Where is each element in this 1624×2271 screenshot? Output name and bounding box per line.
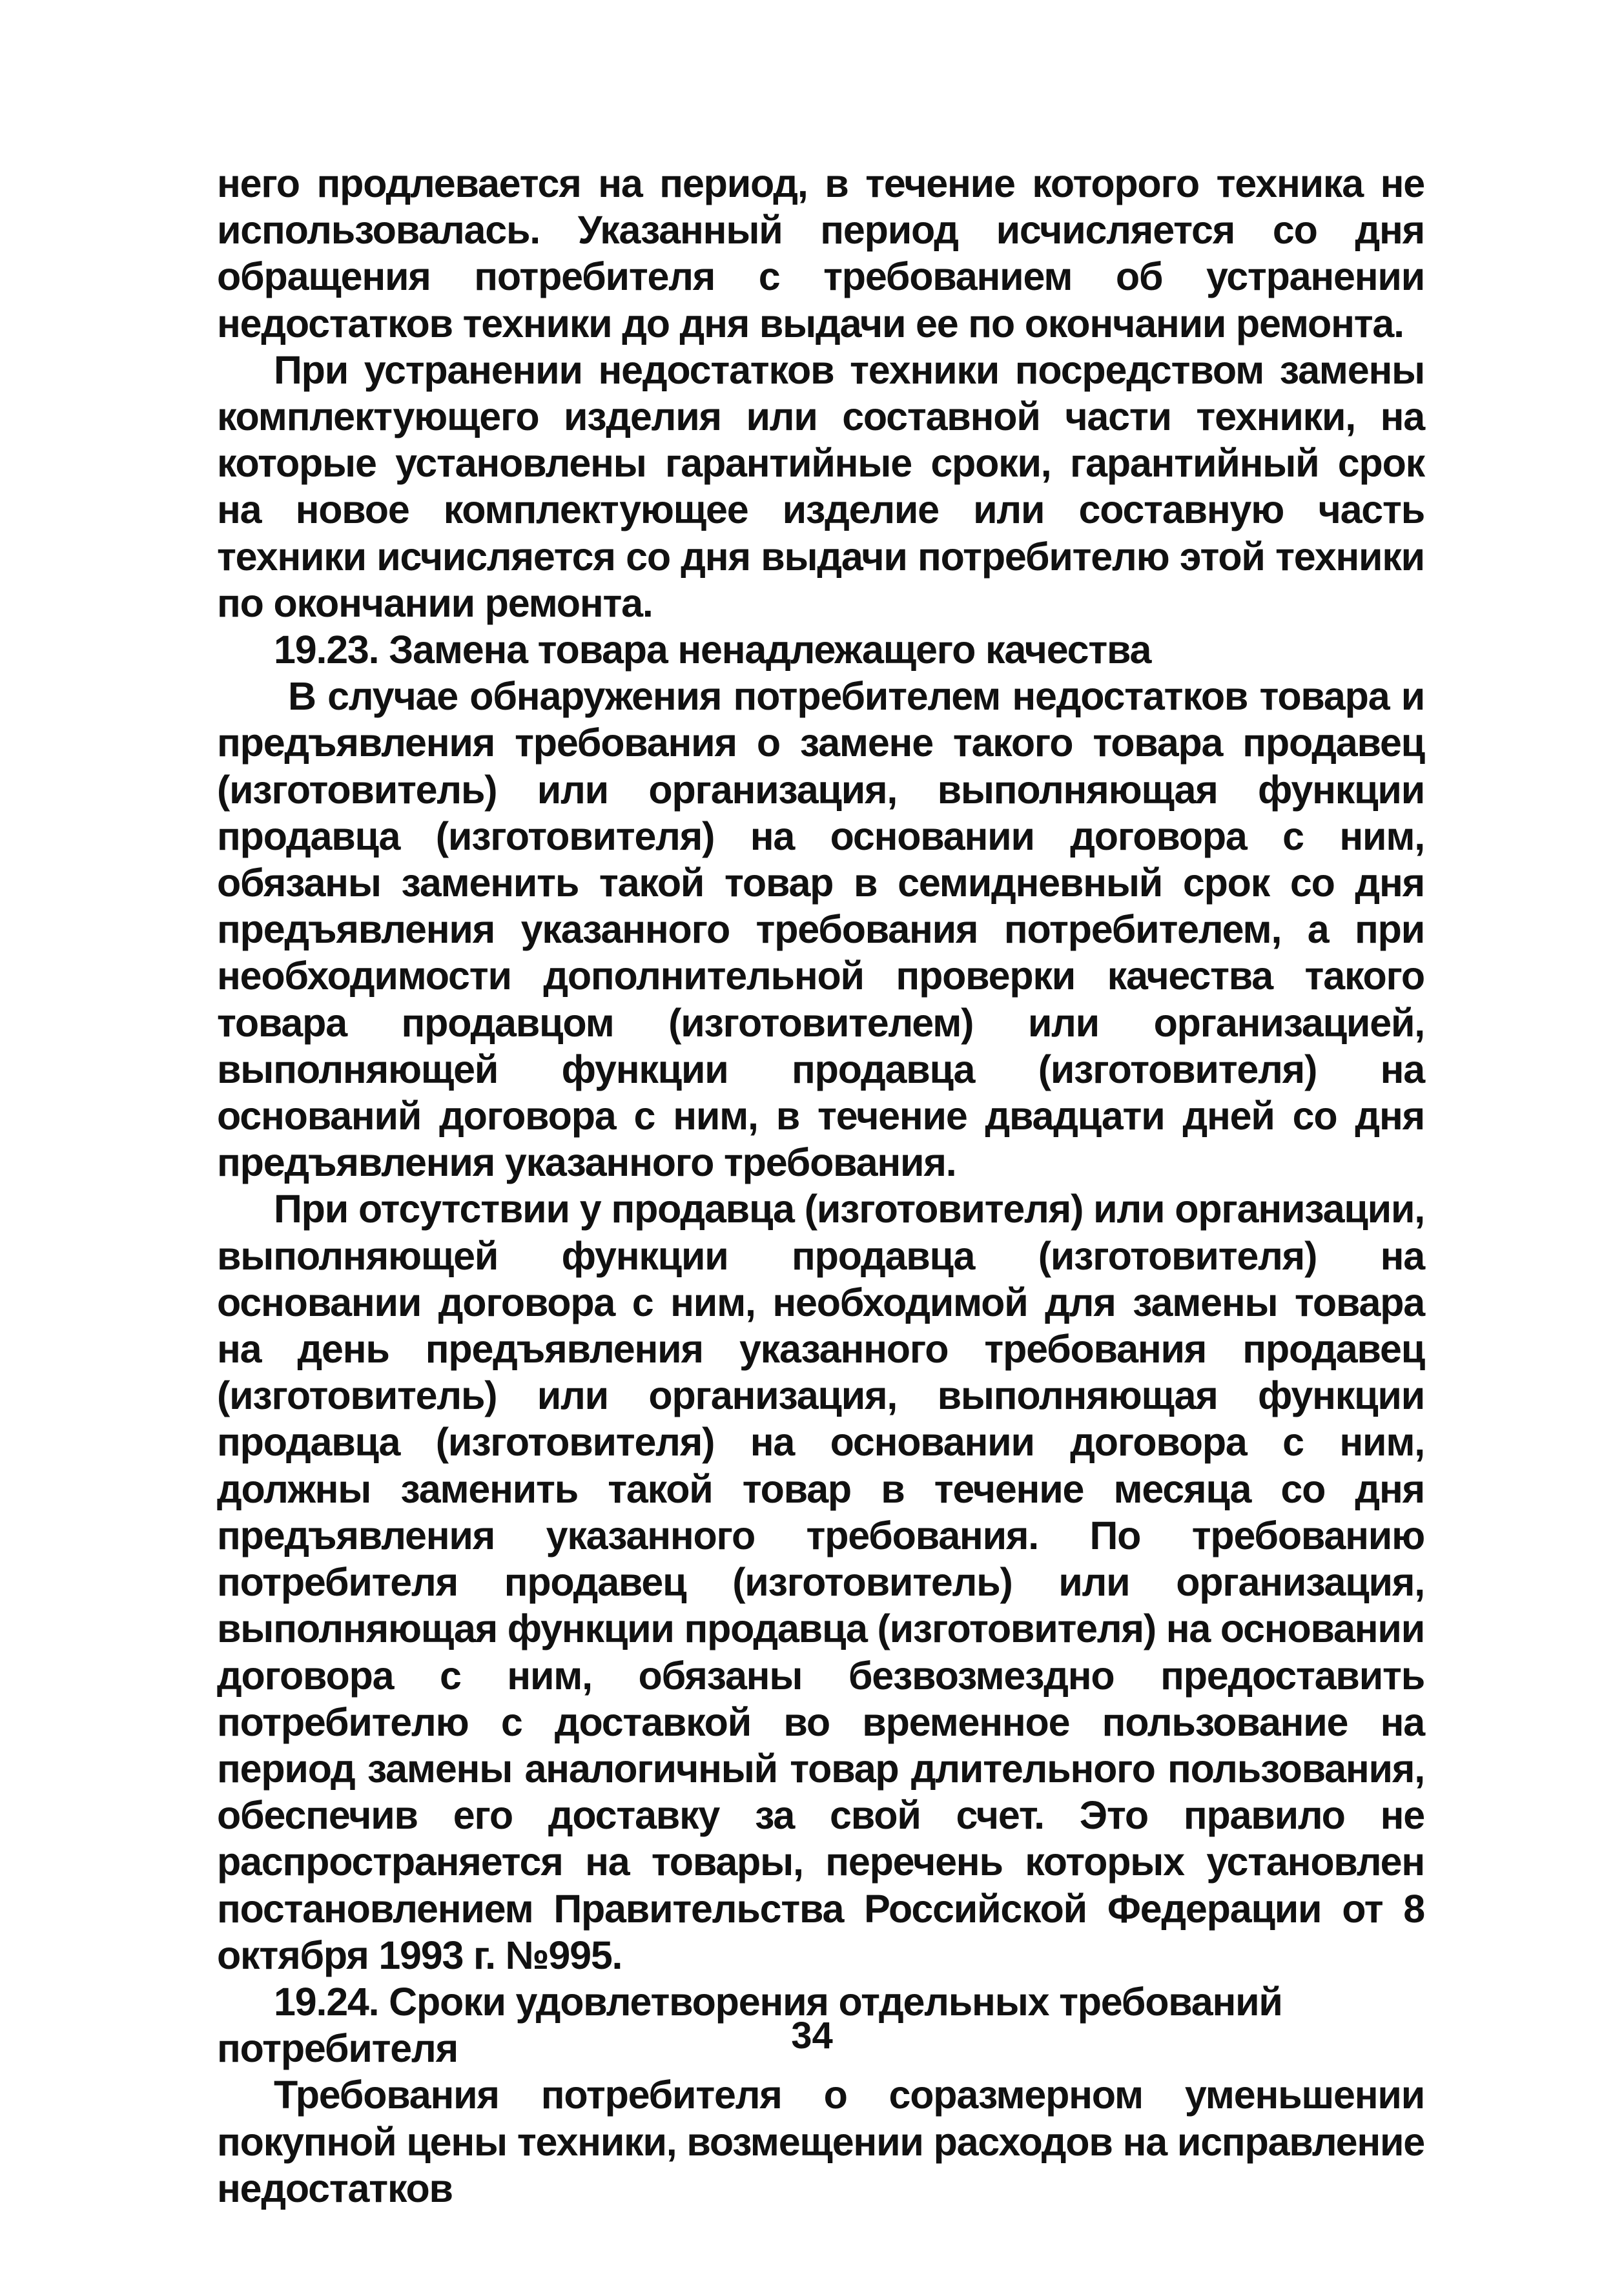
paragraph-absence-of-goods: При отсутствии у продавца (изготовителя) или организации, выполняющей функции продавца (изготовителя) на основании договора с ним, необходимой для замены товара на день предъявления указанного требования продавец (изготовитель) или организация, выполняющая функции продавца (изготовителя) на основании договора с ним, должны заменить такой товар в течение месяца со дня предъявления указанного требования. По требованию потребителя продавец (изготовитель) или организация, выполняющая функции продавца (изготовителя) на основании договора с ним, обязаны безвозмездно предоставить потребителю с доставкой во временное пользование на период замены аналогичный товар длительного пользования, обеспечив его доставку за свой счет. Это правило не распространяется на товары, перечень которых установлен постановлением Правительства Российской Федерации от 8 октября 1993 г. №995. [217, 1187, 1424, 1977]
section-heading-19-23: 19.23. Замена товара ненадлежащего качества [274, 628, 1151, 672]
page-number: 34 [791, 2015, 833, 2057]
page-text [217, 160, 1424, 2212]
paragraph-price-reduction: Требования потребителя о соразмерном уменьшении покупной цены техники, возмещении расходов на исправление недостатков [217, 2073, 1424, 2210]
paragraph-replacement-deadline: В случае обнаружения потребителем недостатков товара и предъявления требования о замене такого товара продавец (изготовитель) или организация, выполняющая функции продавца (изготовителя) на основании договора с ним, обязаны заменить такой товар в семидневный срок со дня предъявления указанного требования потребителем, а при необходимости дополнительной проверки качества такого товара продавцом (изготовителем) или организацией, выполняющей функции продавца (изготовителя) на оснований договора с ним, в течение двадцати дней со дня предъявления указанного требования. [217, 674, 1424, 1185]
paragraph-component-replacement: При устранении недостатков техники посредством замены комплектующего изделия или составной части техники, на которые установлены гарантийные сроки, гарантийный срок на новое комплектующее изделие или составную часть техники исчисляется со дня выдачи потребителю этой техники по окончании ремонта. [217, 347, 1424, 625]
paragraph-continuation: него продлевается на период, в течение которого техника не использовалась. Указанный период исчисляется со дня обращения потребителя с требованием об устранении недостатков техники до дня выдачи ее по окончании ремонта. [217, 161, 1424, 345]
section-heading-19-24: 19.24. Сроки удовлетворения отдельных требований потребителя [217, 1979, 1282, 2071]
